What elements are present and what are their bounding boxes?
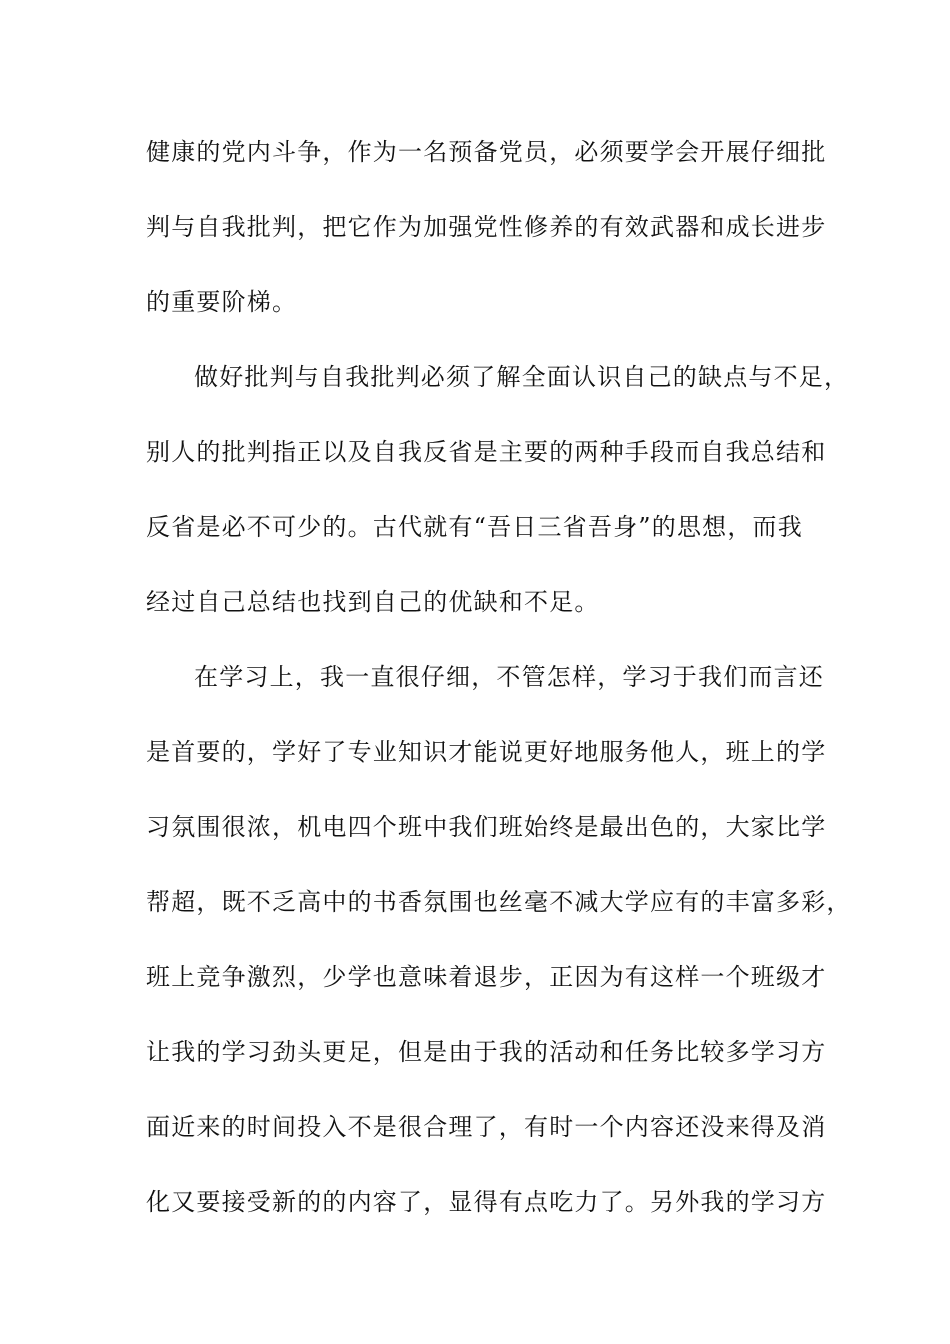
text-line: 化又要接受新的的内容了，显得有点吃力了。另外我的学习方	[146, 1188, 827, 1216]
text-line: 判与自我批判，把它作为加强党性修养的有效武器和成长进步	[146, 213, 827, 241]
text-line: 别人的批判指正以及自我反省是主要的两种手段而自我总结和	[146, 438, 827, 466]
text-line: 让我的学习劲头更足，但是由于我的活动和任务比较多学习方	[146, 1038, 827, 1066]
text-line: 班上竞争激烈，少学也意味着退步，正因为有这样一个班级才	[146, 963, 827, 991]
paragraph-first-line: 做好批判与自我批判必须了解全面认识自己的缺点与不足，	[194, 363, 850, 391]
text-line: 面近来的时间投入不是很合理了，有时一个内容还没来得及消	[146, 1113, 827, 1141]
document-body	[146, 128, 852, 1253]
text-line: 是首要的，学好了专业知识才能说更好地服务他人，班上的学	[146, 738, 827, 766]
text-line: 帮超，既不乏高中的书香氛围也丝毫不减大学应有的丰富多彩，	[146, 888, 852, 916]
text-line: 习氛围很浓，机电四个班中我们班始终是最出色的，大家比学	[146, 813, 827, 841]
text-line: 的重要阶梯。	[146, 288, 298, 316]
text-line: 反省是必不可少的。古代就有“吾日三省吾身”的思想，而我	[146, 513, 803, 541]
text-line: 健康的党内斗争，作为一名预备党员，必须要学会开展仔细批	[146, 138, 827, 166]
text-line: 经过自己总结也找到自己的优缺和不足。	[146, 588, 600, 616]
paragraph-first-line: 在学习上，我一直很仔细，不管怎样，学习于我们而言还	[194, 663, 824, 691]
